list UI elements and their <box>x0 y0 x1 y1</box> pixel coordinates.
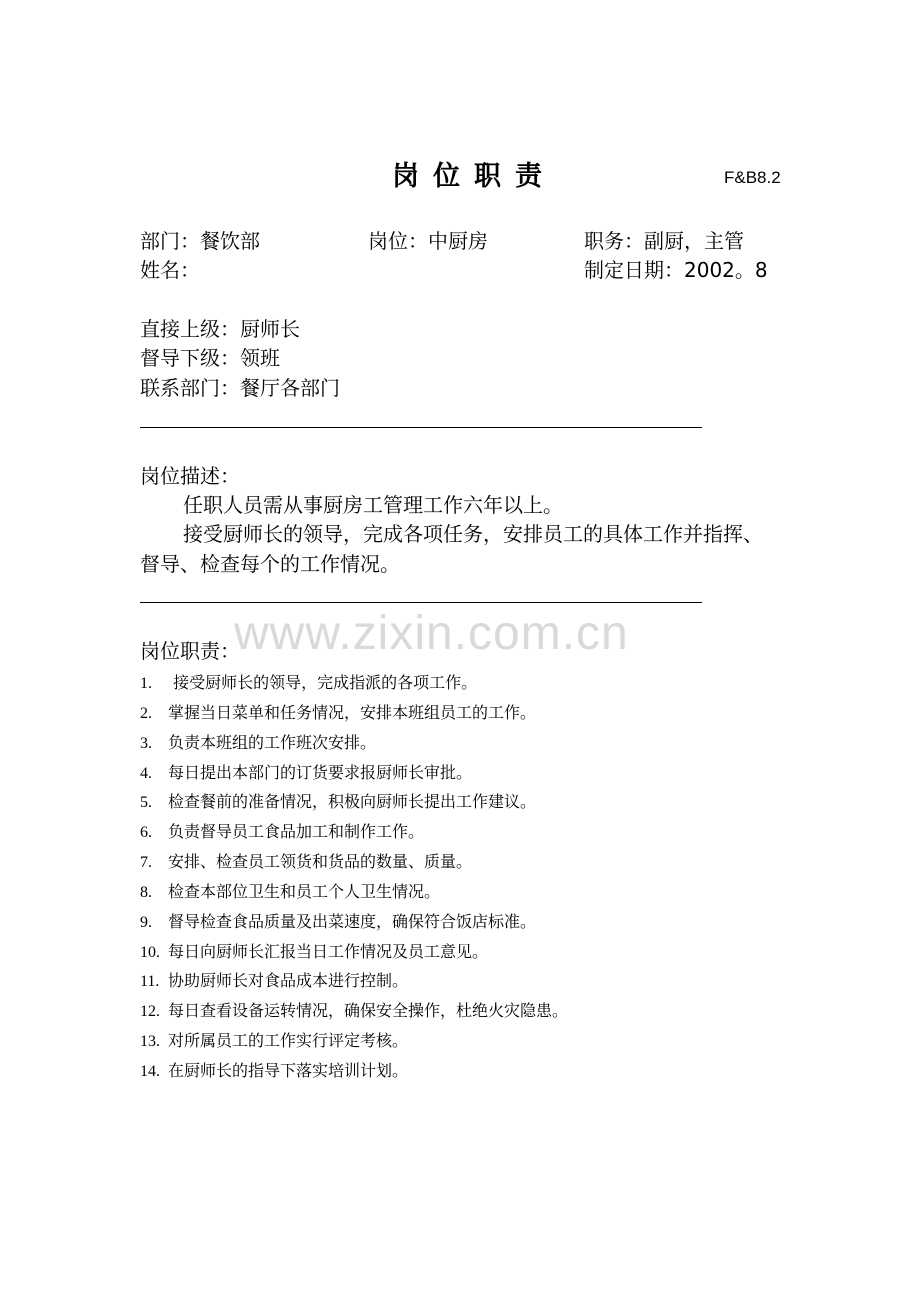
description-line: 督导、检查每个的工作情况。 <box>140 552 400 576</box>
list-item <box>140 937 568 967</box>
list-item <box>140 966 568 996</box>
item-text: 负责本班组的工作班次安排。 <box>168 732 377 752</box>
item-text: 每日向厨师长汇报当日工作情况及员工意见。 <box>168 941 489 961</box>
list-item <box>140 907 568 937</box>
name-field: 姓名： <box>140 258 200 282</box>
item-text: 每日查看设备运转情况，确保安全操作，杜绝火灾隐患。 <box>168 1001 569 1021</box>
item-number: 6. <box>140 824 152 842</box>
superior-field: 直接上级：厨师长 <box>140 317 300 341</box>
item-text: 在厨师长的指导下落实培训计划。 <box>168 1060 409 1080</box>
page-title: 岗位职责 <box>392 161 556 192</box>
item-number: 3. <box>140 734 152 752</box>
subordinate-field: 督导下级：领班 <box>140 346 280 370</box>
description-heading: 岗位描述： <box>140 464 240 488</box>
department-field: 部门：餐饮部 <box>140 229 260 253</box>
item-number: 10. <box>140 943 160 961</box>
item-text: 每日提出本部门的订货要求报厨师长审批。 <box>168 762 473 782</box>
item-text: 负责督导员工食品加工和制作工作。 <box>168 822 425 842</box>
list-item <box>140 996 568 1026</box>
item-number: 5. <box>140 794 152 812</box>
list-item <box>140 728 568 758</box>
list-item <box>140 877 568 907</box>
item-number: 9. <box>140 913 152 931</box>
list-item <box>140 847 568 877</box>
duty-field: 职务：副厨，主管 <box>584 229 744 253</box>
document-code: F&B8.2 <box>724 168 781 187</box>
item-text: 督导检查食品质量及出菜速度，确保符合饭店标准。 <box>168 911 537 931</box>
divider-line <box>140 427 702 428</box>
item-number: 8. <box>140 883 152 901</box>
item-number: 12. <box>140 1003 160 1021</box>
description-line: 接受厨师长的领导，完成各项任务，安排员工的具体工作并指挥、 <box>183 522 763 546</box>
watermark: www.zixin.com.cn <box>234 607 629 660</box>
item-number: 7. <box>140 854 152 872</box>
responsibilities-heading: 岗位职责： <box>140 639 240 663</box>
list-item <box>140 787 568 817</box>
item-number: 11. <box>140 973 160 991</box>
item-number: 4. <box>140 764 152 782</box>
list-item <box>140 817 568 847</box>
list-item <box>140 668 568 698</box>
divider-line <box>140 602 702 603</box>
contact-department-field: 联系部门：餐厅各部门 <box>140 376 340 400</box>
item-number: 14. <box>140 1062 160 1080</box>
item-number: 2. <box>140 704 152 722</box>
item-text: 接受厨师长的领导，完成指派的各项工作。 <box>168 673 478 692</box>
list-item <box>140 758 568 788</box>
responsibilities-list <box>140 668 568 1086</box>
item-number: 1. <box>140 675 152 692</box>
item-text: 安排、检查员工领货和货品的数量、质量。 <box>168 852 473 872</box>
item-text: 对所属员工的工作实行评定考核。 <box>168 1031 409 1051</box>
description-line: 任职人员需从事厨房工管理工作六年以上。 <box>183 493 563 517</box>
date-field: 制定日期：2002。8 <box>584 258 768 282</box>
list-item <box>140 698 568 728</box>
list-item <box>140 1026 568 1056</box>
item-number: 13. <box>140 1033 160 1051</box>
item-text: 检查餐前的准备情况，积极向厨师长提出工作建议。 <box>168 792 537 812</box>
item-text: 协助厨师长对食品成本进行控制。 <box>168 971 409 991</box>
item-text: 检查本部位卫生和员工个人卫生情况。 <box>168 881 441 901</box>
position-field: 岗位：中厨房 <box>368 229 488 253</box>
list-item <box>140 1056 568 1086</box>
item-text: 掌握当日菜单和任务情况，安排本班组员工的工作。 <box>168 702 537 722</box>
